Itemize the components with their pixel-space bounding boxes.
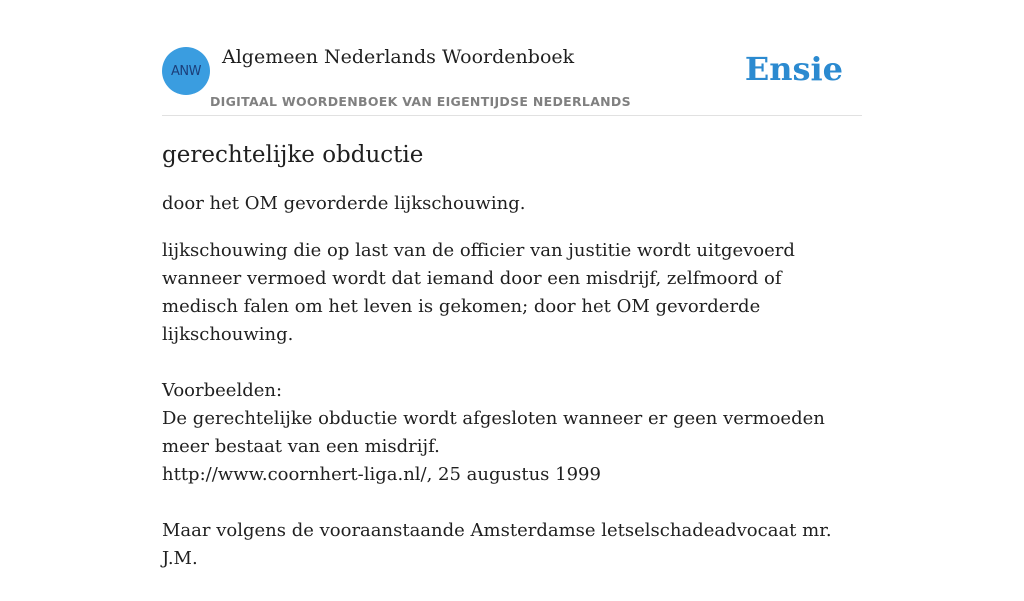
logo-text: ANW bbox=[171, 63, 201, 79]
example-item bbox=[162, 405, 862, 489]
example-item bbox=[162, 517, 862, 573]
long-definition: lijkschouwing die op last van de officier van justitie wordt uitgevoerd wanneer vermoed wordt dat iemand door een misdrijf, zelfmoord of medisch falen om het leven is gekomen; door het OM gevorderde lijkschouwing. bbox=[162, 240, 795, 345]
short-definition: door het OM gevorderde lijkschouwing. bbox=[162, 193, 526, 214]
anw-logo-icon[interactable] bbox=[162, 47, 210, 95]
examples-section bbox=[162, 377, 862, 573]
examples-heading: Voorbeelden: bbox=[162, 380, 283, 401]
ensie-brand-link[interactable]: Ensie bbox=[744, 50, 843, 88]
example-source: http://www.coornhert-liga.nl/, 25 augustus 1999 bbox=[162, 464, 601, 485]
entry-content bbox=[162, 134, 862, 601]
site-title[interactable]: Algemeen Nederlands Woordenboek bbox=[222, 46, 575, 68]
example-text: Maar volgens de vooraanstaande Amsterdamse letselschadeadvocaat mr. J.M. bbox=[162, 520, 832, 569]
site-header bbox=[162, 44, 862, 116]
example-text: De gerechtelijke obductie wordt afgesloten wanneer er geen vermoeden meer bestaat van een misdrijf. bbox=[162, 408, 825, 457]
entry-term: gerechtelijke obductie bbox=[162, 142, 424, 168]
site-subtitle: DIGITAAL WOORDENBOEK VAN EIGENTIJDSE NEDERLANDS bbox=[210, 94, 631, 109]
